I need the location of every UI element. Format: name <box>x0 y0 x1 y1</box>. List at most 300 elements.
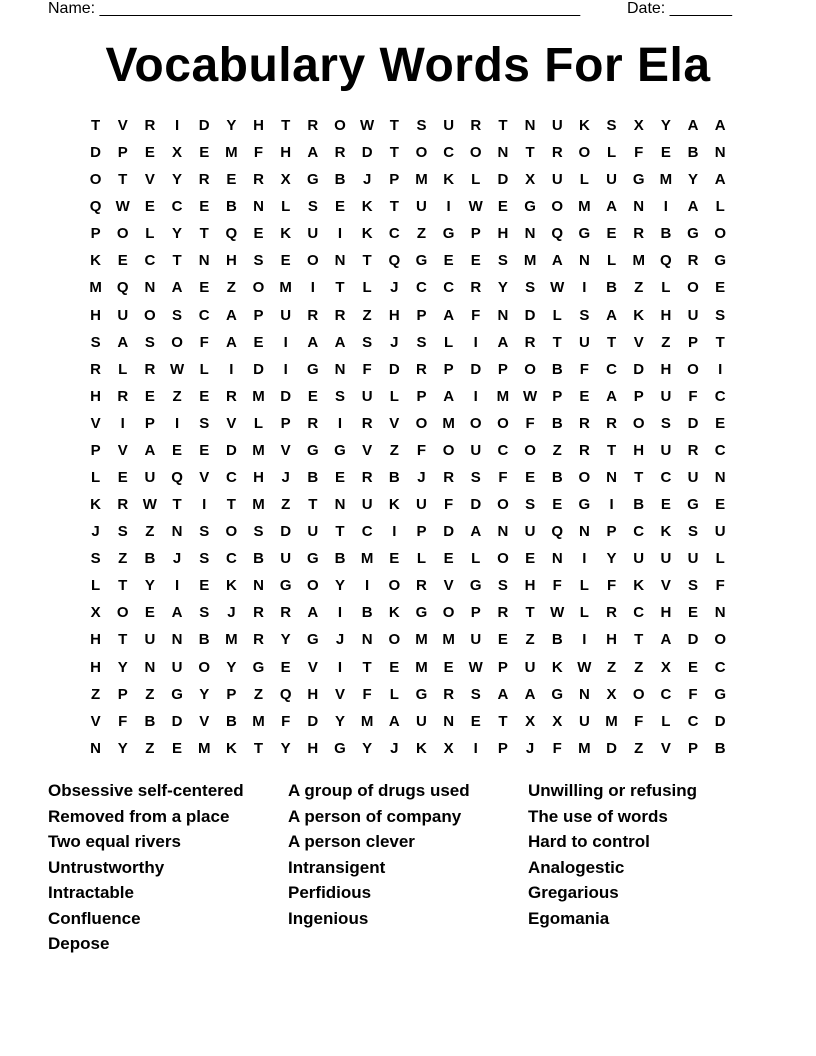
grid-letter: E <box>606 225 617 243</box>
grid-letter: O <box>524 360 536 378</box>
grid-letter: M <box>415 631 428 649</box>
grid-letter: B <box>253 550 264 568</box>
grid-letter: T <box>308 496 318 514</box>
page-title: Vocabulary Words For Ela <box>105 39 711 92</box>
grid-letter: R <box>606 414 617 432</box>
grid-letter: Z <box>416 225 427 243</box>
grid-letter: X <box>280 171 291 189</box>
grid-letter: U <box>280 306 292 324</box>
grid-letter: P <box>416 306 427 324</box>
word-list-item: Untrustworthy <box>48 857 165 877</box>
grid-letter: E <box>117 252 128 270</box>
grid-letter: D <box>470 496 482 514</box>
grid-letter: N <box>361 631 373 649</box>
grid-letter: N <box>551 550 563 568</box>
grid-letter: H <box>90 631 101 649</box>
grid-letter: U <box>416 198 427 216</box>
grid-letter: N <box>443 712 455 730</box>
grid-letter: R <box>144 117 156 134</box>
grid-letter: N <box>90 739 101 757</box>
grid-letter: E <box>307 387 318 405</box>
grid-letter: U <box>578 712 590 730</box>
grid-letter: O <box>714 631 726 649</box>
grid-letter: M <box>279 279 292 297</box>
grid-letter: Z <box>226 279 236 297</box>
grid-letter: H <box>90 658 101 676</box>
grid-letter: L <box>579 604 589 622</box>
grid-letter: S <box>497 252 508 270</box>
grid-letter: N <box>714 469 726 487</box>
grid-letter: G <box>632 171 645 189</box>
grid-letter: M <box>496 387 510 405</box>
grid-letter: R <box>470 117 482 134</box>
grid-letter: P <box>497 658 508 676</box>
grid-letter: G <box>687 496 699 514</box>
grid-letter: A <box>606 387 617 405</box>
grid-letter: U <box>144 631 156 649</box>
grid-letter: O <box>225 523 238 541</box>
grid-letter: Y <box>144 577 155 595</box>
grid-letter: O <box>469 414 482 432</box>
grid-letter: B <box>551 631 563 649</box>
grid-letter: T <box>525 144 535 162</box>
grid-letter: E <box>715 496 726 514</box>
grid-letter: P <box>389 171 400 189</box>
grid-letter: S <box>90 333 101 351</box>
grid-letter: X <box>443 739 454 757</box>
grid-letter: S <box>497 577 508 595</box>
grid-letter: G <box>306 360 319 378</box>
grid-letter: P <box>226 685 237 703</box>
grid-letter: P <box>90 441 101 459</box>
grid-letter: E <box>688 604 699 622</box>
grid-letter: N <box>714 144 726 162</box>
grid-letter: P <box>117 144 128 162</box>
grid-letter: I <box>582 279 587 297</box>
grid-letter: G <box>469 577 482 595</box>
grid-letter: C <box>660 685 672 703</box>
word-list-item: A group of drugs used <box>288 781 470 800</box>
grid-letter: C <box>714 387 726 405</box>
grid-letter: L <box>90 469 101 487</box>
grid-letter: Y <box>199 685 210 703</box>
grid-letter: S <box>199 604 210 622</box>
grid-letter: Q <box>225 225 238 243</box>
grid-letter: B <box>660 225 672 243</box>
grid-letter: I <box>392 523 397 541</box>
grid-letter: W <box>577 658 592 676</box>
grid-letter: P <box>416 523 427 541</box>
word-list-item: Intransigent <box>288 857 386 877</box>
grid-letter: T <box>226 496 236 514</box>
grid-letter: D <box>687 414 699 432</box>
grid-letter: L <box>606 144 617 162</box>
grid-letter: Z <box>145 739 155 757</box>
grid-letter: S <box>90 550 101 568</box>
grid-letter: C <box>687 712 699 730</box>
grid-letter: F <box>281 712 291 730</box>
grid-letter: N <box>578 523 590 541</box>
grid-letter: U <box>660 441 672 459</box>
grid-letter: C <box>225 550 237 568</box>
grid-letter: H <box>633 441 645 459</box>
grid-letter: J <box>227 604 236 622</box>
grid-letter: U <box>687 550 699 568</box>
grid-letter: P <box>470 225 481 243</box>
word-list-item: Intractable <box>48 883 134 902</box>
grid-letter: I <box>337 414 343 432</box>
grid-letter: E <box>144 144 155 162</box>
grid-letter: Q <box>388 252 401 270</box>
grid-letter: T <box>172 496 182 514</box>
grid-letter: S <box>199 550 210 568</box>
grid-letter: R <box>687 252 699 270</box>
grid-letter: F <box>634 712 644 730</box>
grid-letter: B <box>334 171 346 189</box>
grid-letter: S <box>362 333 373 351</box>
grid-letter: B <box>307 469 319 487</box>
grid-letter: M <box>415 171 428 189</box>
grid-letter: T <box>389 198 399 216</box>
grid-letter: C <box>361 523 373 541</box>
grid-letter: P <box>253 306 264 324</box>
grid-letter: V <box>117 117 128 134</box>
grid-letter: A <box>660 631 672 649</box>
grid-letter: E <box>172 441 183 459</box>
grid-letter: R <box>198 171 210 189</box>
grid-letter: O <box>687 279 699 297</box>
grid-letter: H <box>660 360 672 378</box>
grid-letter: W <box>550 604 565 622</box>
grid-letter: F <box>253 144 264 162</box>
grid-letter: I <box>202 496 207 514</box>
grid-letter: A <box>497 685 509 703</box>
grid-letter: S <box>416 117 427 134</box>
grid-letter: B <box>551 414 563 432</box>
grid-letter: B <box>633 496 645 514</box>
grid-letter: E <box>525 550 536 568</box>
grid-letter: N <box>334 252 346 270</box>
word-list-item: Ingenious <box>288 908 369 928</box>
grid-letter: S <box>144 333 155 351</box>
grid-letter: O <box>687 360 699 378</box>
grid-letter: V <box>443 577 454 595</box>
grid-letter: R <box>497 604 509 622</box>
grid-letter: A <box>524 685 536 703</box>
grid-letter: A <box>497 333 509 351</box>
grid-letter: E <box>688 658 699 676</box>
grid-letter: Y <box>497 279 508 297</box>
grid-letter: K <box>443 171 455 189</box>
grid-letter: E <box>144 387 155 405</box>
grid-letter: G <box>578 225 591 243</box>
grid-letter: Y <box>226 658 237 676</box>
grid-letter: O <box>171 333 183 351</box>
grid-letter: U <box>307 523 319 541</box>
grid-letter: S <box>525 279 536 297</box>
grid-letter: A <box>225 306 237 324</box>
grid-letter: Y <box>660 117 671 134</box>
grid-letter: F <box>525 414 535 432</box>
grid-letter: N <box>714 604 726 622</box>
grid-letter: Y <box>117 739 128 757</box>
grid-letter: T <box>199 225 209 243</box>
grid-letter: I <box>229 360 234 378</box>
grid-letter: G <box>415 604 428 622</box>
grid-letter: Z <box>90 685 101 703</box>
grid-letter: B <box>687 144 699 162</box>
grid-letter: B <box>144 712 156 730</box>
grid-letter: O <box>442 604 455 622</box>
grid-letter: G <box>334 739 346 757</box>
grid-letter: F <box>498 469 508 487</box>
grid-letter: E <box>525 469 536 487</box>
grid-letter: R <box>633 225 645 243</box>
grid-letter: U <box>171 658 183 676</box>
grid-letter: I <box>663 198 668 216</box>
grid-letter: F <box>362 360 372 378</box>
grid-letter: R <box>578 414 590 432</box>
word-list-item: Obsessive self-centered <box>48 781 244 800</box>
grid-letter: A <box>171 279 183 297</box>
grid-letter: K <box>90 252 101 270</box>
grid-letter: A <box>443 387 455 405</box>
grid-letter: T <box>90 117 101 134</box>
grid-letter: G <box>306 550 319 568</box>
grid-letter: S <box>172 306 183 324</box>
word-list-item: Depose <box>48 934 110 953</box>
grid-letter: O <box>578 144 591 162</box>
grid-letter: M <box>442 414 455 432</box>
grid-letter: V <box>90 712 101 730</box>
grid-letter: T <box>606 441 617 459</box>
grid-letter: T <box>389 117 399 134</box>
grid-letter: C <box>416 279 427 297</box>
grid-letter: N <box>578 252 590 270</box>
grid-letter: D <box>307 712 319 730</box>
grid-letter: A <box>334 333 346 351</box>
grid-letter: V <box>90 414 101 432</box>
grid-letter: B <box>225 712 237 730</box>
grid-letter: U <box>117 306 129 324</box>
grid-letter: Y <box>172 171 183 189</box>
grid-letter: R <box>416 360 427 378</box>
grid-letter: E <box>334 198 345 216</box>
grid-letter: M <box>252 441 265 459</box>
grid-letter: I <box>283 360 288 378</box>
grid-letter: U <box>660 550 672 568</box>
grid-letter: S <box>117 523 128 541</box>
grid-letter: R <box>253 631 264 649</box>
grid-letter: A <box>117 333 129 351</box>
grid-letter: G <box>714 252 726 270</box>
grid-letter: R <box>117 387 129 405</box>
grid-letter: K <box>578 117 590 134</box>
grid-letter: R <box>307 414 319 432</box>
grid-letter: M <box>252 712 265 730</box>
grid-letter: E <box>117 469 128 487</box>
grid-letter: L <box>661 279 671 297</box>
grid-letter: O <box>415 414 428 432</box>
grid-letter: I <box>473 333 478 351</box>
grid-letter: D <box>443 523 455 541</box>
grid-letter: H <box>225 252 237 270</box>
grid-letter: B <box>334 550 346 568</box>
grid-letter: A <box>714 117 726 134</box>
grid-letter: R <box>551 144 563 162</box>
grid-letter: E <box>715 414 726 432</box>
grid-letter: K <box>280 225 292 243</box>
grid-letter: N <box>578 685 590 703</box>
grid-letter: B <box>551 360 563 378</box>
grid-letter: H <box>524 577 536 595</box>
grid-letter: E <box>497 198 508 216</box>
grid-letter: F <box>688 685 698 703</box>
grid-letter: O <box>306 577 319 595</box>
grid-letter: R <box>687 441 699 459</box>
grid-letter: Z <box>362 306 372 324</box>
grid-letter: A <box>144 441 156 459</box>
grid-letter: S <box>199 414 210 432</box>
grid-letter: E <box>443 252 454 270</box>
grid-letter: Z <box>253 685 264 703</box>
grid-letter: M <box>197 739 211 757</box>
grid-letter: Y <box>362 739 373 757</box>
grid-letter: O <box>198 658 211 676</box>
grid-letter: Z <box>118 550 128 568</box>
grid-letter: G <box>415 685 428 703</box>
grid-letter: I <box>337 658 343 676</box>
grid-letter: T <box>118 171 128 189</box>
grid-letter: U <box>361 496 373 514</box>
grid-letter: J <box>172 550 182 568</box>
grid-letter: J <box>390 739 399 757</box>
grid-letter: E <box>389 658 400 676</box>
grid-letter: V <box>389 414 400 432</box>
date-field-label: Date: _______ <box>627 0 732 17</box>
grid-letter: N <box>144 658 156 676</box>
grid-letter: O <box>524 441 536 459</box>
grid-letter: T <box>552 333 562 351</box>
grid-letter: S <box>470 469 481 487</box>
grid-letter: L <box>579 577 589 595</box>
grid-letter: D <box>225 441 237 459</box>
grid-letter: G <box>714 685 726 703</box>
grid-letter: N <box>524 225 536 243</box>
grid-letter: M <box>578 198 591 216</box>
grid-letter: A <box>606 198 617 216</box>
grid-letter: A <box>307 333 319 351</box>
grid-letter: E <box>443 550 454 568</box>
name-field-label: Name: ______________________________________________________ <box>48 0 581 17</box>
word-list-item: A person clever <box>288 832 415 851</box>
grid-letter: M <box>360 712 374 730</box>
grid-letter: R <box>334 144 346 162</box>
grid-letter: Z <box>281 496 291 514</box>
grid-letter: P <box>443 360 454 378</box>
grid-letter: F <box>688 387 698 405</box>
grid-letter: O <box>497 550 509 568</box>
grid-letter: Y <box>172 225 183 243</box>
grid-letter: A <box>606 306 617 324</box>
grid-letter: E <box>715 279 726 297</box>
grid-letter: F <box>118 712 128 730</box>
grid-letter: Y <box>226 117 237 134</box>
grid-letter: B <box>551 469 563 487</box>
grid-letter: Z <box>389 441 399 459</box>
grid-letter: I <box>120 414 125 432</box>
word-list-column-1 <box>48 778 244 957</box>
grid-letter: A <box>388 712 400 730</box>
grid-letter: Q <box>660 252 672 270</box>
grid-letter: U <box>660 387 672 405</box>
grid-letter: H <box>660 306 672 324</box>
grid-letter: L <box>444 333 454 351</box>
grid-letter: M <box>442 631 455 649</box>
grid-letter: R <box>307 117 319 134</box>
grid-letter: E <box>199 577 210 595</box>
grid-letter: L <box>715 550 725 568</box>
grid-letter: A <box>714 171 726 189</box>
grid-letter: Y <box>280 631 291 649</box>
grid-letter: E <box>389 550 400 568</box>
grid-letter: O <box>442 441 455 459</box>
grid-letter: C <box>660 469 672 487</box>
grid-letter: J <box>525 739 535 757</box>
grid-letter: R <box>144 360 156 378</box>
grid-letter: Q <box>89 198 102 216</box>
grid-letter: T <box>362 252 372 270</box>
word-list-item: A person of company <box>288 806 462 826</box>
grid-letter: L <box>118 360 128 378</box>
grid-letter: X <box>525 712 536 730</box>
grid-letter: J <box>335 631 345 649</box>
grid-letter: O <box>334 117 346 134</box>
grid-letter: I <box>473 739 478 757</box>
grid-letter: C <box>606 360 617 378</box>
grid-letter: M <box>89 279 102 297</box>
grid-letter: V <box>280 441 291 459</box>
grid-letter: U <box>524 658 536 676</box>
grid-letter: G <box>171 685 183 703</box>
grid-letter: Y <box>606 550 617 568</box>
grid-letter: O <box>578 469 591 487</box>
word-list-item: The use of words <box>528 806 668 826</box>
grid-letter: L <box>281 198 291 216</box>
grid-letter: C <box>443 144 455 162</box>
grid-letter: P <box>552 387 563 405</box>
grid-letter: C <box>714 658 726 676</box>
word-list-item: Unwilling or refusing <box>528 781 698 800</box>
grid-letter: X <box>172 144 183 162</box>
word-list-item: Gregarious <box>528 883 619 902</box>
grid-letter: J <box>281 469 290 487</box>
grid-letter: W <box>360 117 375 134</box>
grid-letter: C <box>225 469 237 487</box>
grid-letter: E <box>253 333 264 351</box>
grid-letter: S <box>253 252 264 270</box>
grid-letter: N <box>497 523 509 541</box>
grid-letter: D <box>280 523 292 541</box>
grid-letter: R <box>416 577 427 595</box>
grid-letter: V <box>117 441 128 459</box>
grid-letter: D <box>524 306 536 324</box>
grid-letter: V <box>362 441 373 459</box>
grid-letter: U <box>551 171 563 189</box>
grid-letter: S <box>416 333 427 351</box>
grid-letter: V <box>226 414 237 432</box>
grid-letter: Y <box>117 658 128 676</box>
